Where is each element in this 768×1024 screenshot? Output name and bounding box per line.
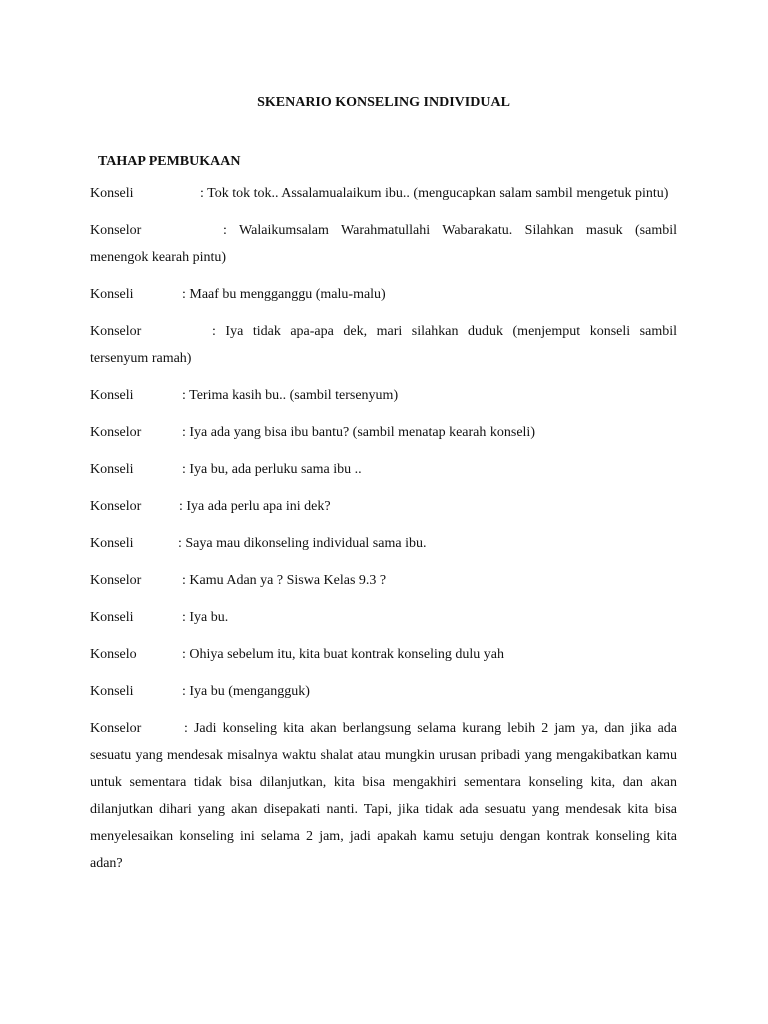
separator: : <box>182 425 190 440</box>
utterance-text: Kamu Adan ya ? Siswa Kelas 9.3 ? <box>189 573 387 588</box>
speaker-label: Konseli <box>90 610 134 625</box>
dialogue-turn <box>90 318 677 372</box>
page-title: SKENARIO KONSELING INDIVIDUAL <box>257 95 510 110</box>
utterance-text: Jadi konseling kita akan berlangsung selama kurang lebih 2 jam ya, dan jika ada sesuatu yang mendesak misalnya waktu shalat atau mungkin urusan pribadi yang mengakibatkan kamu untuk sementara tidak bisa dilanjutkan, kita bisa mengakhiri sementara konseling kita, dan akan dilanjutkan dihari yang akan disepakati nanti. Tapi, jika tidak ada sesuatu yang mendesak kita bisa menyelesaikan konseling ini selama 2 jam, jadi apakah kamu setuju dengan kontrak konseling kita adan? <box>90 721 678 871</box>
document-page <box>90 0 677 1024</box>
speaker-label: Konselor <box>90 223 142 238</box>
section-heading: TAHAP PEMBUKAAN <box>98 154 241 169</box>
separator: : <box>182 573 190 588</box>
dialogue-turn <box>90 715 677 877</box>
separator: : <box>182 388 190 403</box>
speaker-label: Konselor <box>90 573 142 588</box>
dialogue-turn <box>90 281 677 308</box>
dialogue-turn <box>90 382 677 409</box>
utterance-text: Walaikumsalam Warahmatullahi Wabarakatu. Silahkan masuk (sambil menengok kearah pintu) <box>90 223 678 265</box>
separator: : <box>179 499 187 514</box>
utterance-text: Terima kasih bu.. (sambil tersenyum) <box>189 388 399 403</box>
utterance-text: Ohiya sebelum itu, kita buat kontrak konseling dulu yah <box>189 647 504 662</box>
speaker-label: Konselor <box>90 499 142 514</box>
separator: : <box>182 684 190 699</box>
utterance-text: Iya bu (mengangguk) <box>189 684 310 699</box>
utterance-text: Iya tidak apa-apa dek, mari silahkan duduk (menjemput konseli sambil tersenyum ramah) <box>90 324 677 366</box>
utterance-text: Iya ada perlu apa ini dek? <box>186 499 331 514</box>
separator: : <box>223 223 240 238</box>
dialogue-turn <box>90 641 677 668</box>
utterance-text: Iya bu, ada perluku sama ibu .. <box>189 462 362 477</box>
dialogue-turn <box>90 493 677 520</box>
dialogue-turn <box>90 180 677 207</box>
separator: : <box>182 647 190 662</box>
speaker-label: Konseli <box>90 388 134 403</box>
dialogue-turn <box>90 456 677 483</box>
speaker-label: Konseli <box>90 186 134 201</box>
separator: : <box>178 536 186 551</box>
dialogue <box>90 180 677 887</box>
separator: : <box>182 610 190 625</box>
speaker-label: Konseli <box>90 462 134 477</box>
dialogue-turn <box>90 217 677 271</box>
speaker-label: Konseli <box>90 684 134 699</box>
utterance-text: Saya mau dikonseling individual sama ibu. <box>185 536 427 551</box>
speaker-label: Konseli <box>90 287 134 302</box>
speaker-label: Konselor <box>90 721 142 736</box>
dialogue-turn <box>90 678 677 705</box>
utterance-text: Iya bu. <box>189 610 229 625</box>
speaker-label: Konselo <box>90 647 137 662</box>
utterance-text: Maaf bu mengganggu (malu-malu) <box>189 287 386 302</box>
speaker-label: Konselor <box>90 324 142 339</box>
separator: : <box>184 721 194 736</box>
dialogue-turn <box>90 530 677 557</box>
speaker-label: Konseli <box>90 536 134 551</box>
dialogue-turn <box>90 419 677 446</box>
dialogue-turn <box>90 567 677 594</box>
separator: : <box>182 462 190 477</box>
separator: : <box>182 287 190 302</box>
separator: : <box>212 324 226 339</box>
dialogue-turn <box>90 604 677 631</box>
separator: : <box>200 186 208 201</box>
speaker-label: Konselor <box>90 425 142 440</box>
utterance-text: Tok tok tok.. Assalamualaikum ibu.. (mengucapkan salam sambil mengetuk pintu) <box>207 186 669 201</box>
utterance-text: Iya ada yang bisa ibu bantu? (sambil menatap kearah konseli) <box>189 425 535 440</box>
